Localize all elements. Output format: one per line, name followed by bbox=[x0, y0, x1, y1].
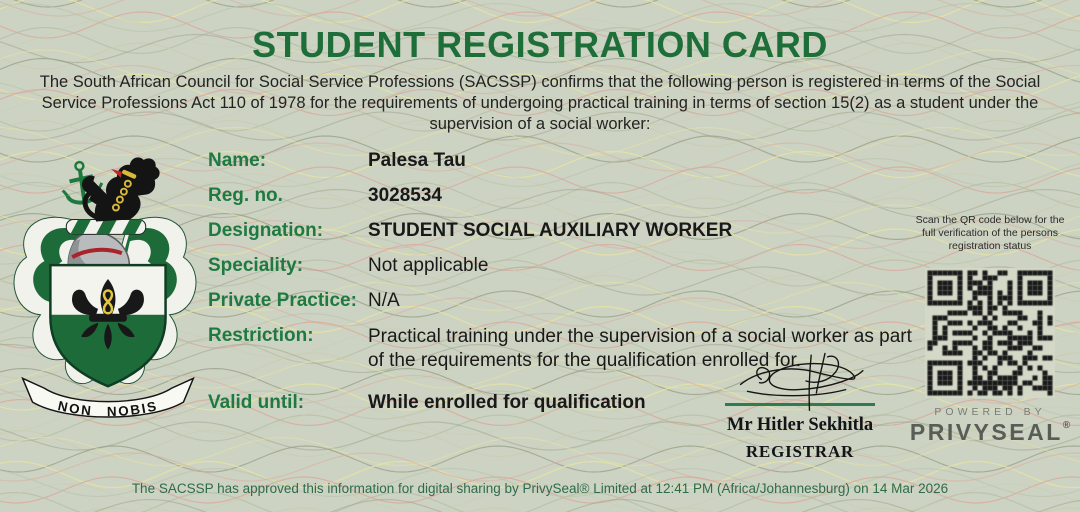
field-label: Speciality: bbox=[208, 255, 304, 276]
signature-block bbox=[694, 350, 906, 462]
field-label: Reg. no. bbox=[208, 185, 283, 206]
field-row-reg-no bbox=[208, 185, 913, 207]
field-value: Practical training under the supervision of a social worker as part of the requirements for the qualification enrolled for. bbox=[368, 326, 912, 371]
motto-text: NON NOBIS bbox=[56, 398, 160, 420]
field-row-private-practice bbox=[208, 290, 913, 312]
field-value: Palesa Tau bbox=[368, 150, 466, 171]
registrar-role: REGISTRAR bbox=[745, 441, 855, 461]
qr-code bbox=[925, 268, 1055, 398]
sacssp-coat-of-arms bbox=[10, 146, 200, 424]
field-value: STUDENT SOCIAL AUXILIARY WORKER bbox=[368, 220, 733, 241]
qr-hint-text: Scan the QR code below for the full verification of the persons registration status bbox=[915, 214, 1065, 252]
footer-approval-text: The SACSSP has approved this information for digital sharing by PrivySeal® Limited at 12:41 PM (Africa/Johannesburg) on 14 Mar 2026 bbox=[131, 481, 949, 496]
field-value: Not applicable bbox=[368, 255, 489, 276]
powered-by-label: POWERED BY bbox=[934, 406, 1046, 418]
intro-text: The South African Council for Social Service Professions (SACSSP) confirms that the following person is registered in terms of the Social Service Professions Act 110 of 1978 for the requirements of undergoing practical training in terms of section 15(2) as a student under the supervision of a social worker: bbox=[39, 73, 1041, 133]
signature-line bbox=[725, 403, 875, 406]
registrar-name: Mr Hitler Sekhitla bbox=[726, 414, 874, 435]
privyseal-wordmark: PRIVYSEAL bbox=[909, 419, 1063, 445]
field-value: While enrolled for qualification bbox=[368, 392, 646, 413]
field-label: Name: bbox=[208, 150, 267, 171]
privyseal-logo bbox=[903, 419, 1077, 446]
field-row-name bbox=[208, 150, 913, 172]
torse-icon bbox=[66, 219, 145, 234]
field-value: N/A bbox=[368, 290, 400, 311]
lion-icon bbox=[84, 157, 159, 221]
field-label: Valid until: bbox=[208, 392, 305, 413]
registered-trademark-mark: ® bbox=[1062, 420, 1071, 431]
field-row-speciality bbox=[208, 255, 913, 277]
page-title: STUDENT REGISTRATION CARD bbox=[252, 24, 828, 65]
field-value: 3028534 bbox=[368, 185, 442, 206]
field-label: Private Practice: bbox=[208, 290, 357, 311]
field-label: Restriction: bbox=[208, 325, 314, 346]
field-label: Designation: bbox=[208, 220, 324, 241]
qr-block bbox=[903, 214, 1077, 446]
field-row-designation bbox=[208, 220, 913, 242]
